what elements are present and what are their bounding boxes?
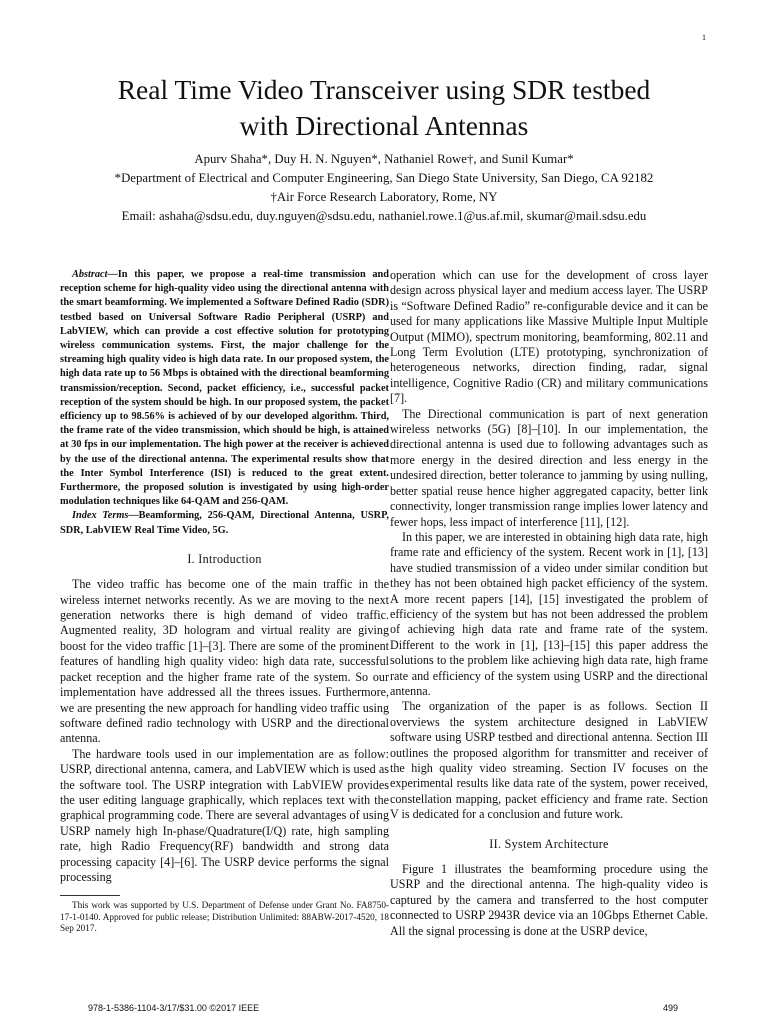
index-terms-text: —Beamforming, 256-QAM, Directional Antenna, USRP, SDR, LabVIEW Real Time Video, 5G. (60, 510, 389, 536)
footnote-divider (60, 895, 120, 896)
left-column (60, 268, 389, 934)
paragraph: The video traffic has become one of the main traffic in the wireless internet networks recently. As we are moving to the next generation networks there is high demand of video traffic. Augmented reality, 3D hologram and virtual reality are giving boost for the video traffic [1]–[3]. There are some of the prominent features of handling high quality video: high data rate, successful packet reception and the higher frame rate of the system. So our implementation have addressed all the threes issues. Furthermore, we are presenting the new approach for handling video traffic using software defined radio technology with USRP and the directional antenna. (60, 577, 389, 746)
affiliation-sdsu: *Department of Electrical and Computer Engineering, San Diego State University, San Diego, CA 92182 (114, 171, 654, 185)
index-terms (60, 509, 389, 537)
section-heading-system-architecture: II. System Architecture (489, 836, 609, 851)
title-line-2: with Directional Antennas (239, 110, 529, 141)
right-column (390, 268, 708, 939)
paragraph: Figure 1 illustrates the beamforming procedure using the USRP and the directional antenna. The high-quality video is captured by the camera and transferred to the host computer connected to USRP 2943R device via an 10Gbps Ethernet Cable. All the signal processing is done at the USRP device, (390, 862, 708, 938)
paragraph: The organization of the paper is as follows. Section II overviews the system architecture designed in LabVIEW software using USRP testbed and directional antenna. Section III outlines the proposed algorithm for transmitter and receiver of the high quality video streaming. Section IV focuses on the experimental results like data rate of the system, power received, constellation mapping, packet efficiency and frame rate. Section V is dedicated for a conclusion and future work. (390, 699, 708, 822)
affiliation-afrl: †Air Force Research Laboratory, Rome, NY (270, 190, 498, 204)
footer-page-number: 499 (663, 1003, 679, 1013)
section-heading-introduction: I. Introduction (187, 551, 262, 566)
paragraph: In this paper, we are interested in obtaining high data rate, high frame rate and efficiency of the system. Recent work in [1], [13] have studied transmission of a video under similar condition but they has not been obtained high packet efficiency of the system. A more recent papers [14], [15] investigated the problem of efficiency of the system but has not been addressed the problem of achieving high data rate and frame rate of the system. Different to the work in [1], [13]–[15] this paper address the solutions to the problem like achieving high data rate, high frame rate and efficiency of the system using USRP and the directional antenna. (390, 529, 708, 698)
author-block (40, 150, 728, 226)
abstract (60, 268, 389, 509)
footer-isbn: 978-1-5386-1104-3/17/$31.00 ©2017 IEEE (88, 1003, 260, 1013)
paragraph: operation which can use for the development of cross layer design across physical layer and medium access layer. The USRP is “Software Defined Radio” re-configurable device and it can be used for many applications like Massive Multiple Input Multiple Output (MIMO), spectrum monitoring, beamforming, 802.11 and Long Term Evolution (LTE) prototyping, synchronization of heterogeneous networks, direction finding, radar, signal intelligence, Cognitive Radio (CR) and military communications [7]. (390, 268, 708, 406)
abstract-text: —In this paper, we propose a real-time transmission and reception scheme for high-quality video using the directional antenna with the smart beamforming. We implemented a Software Defined Radio (SDR) testbed based on Universal Software Radio Peripheral (USRP) and LabVIEW, which can provide a cost effective solution for prototyping wireless communication systems. First, the major challenge for the streaming high quality video is high data rate. In our proposed system, the high data rate up to 56 Mbps is obtained with the directional beamforming transmission/reception. Second, packet efficiency, i.e., successful packet reception of the system should be high. In our proposed system, the packet efficiency up to 98.56% is achieved of by our developed algorithm. Third, the frame rate of the video transmission, which should be high, is attained at 30 fps in our implementation. The high power at the receiver is achieved by the use of the directional antenna. The experimental results show that the Inter Symbol Interference (ISI) is reduced to the great extent. Furthermore, the proposed solution is investigated by using high-order modulation techniques like 64-QAM and 256-QAM. (60, 269, 389, 508)
paragraph: The Directional communication is part of next generation wireless networks (5G) [8]–[10]. In our implementation, the directional antenna is used due to following advantages such as more energy in the desired direction and less energy in the undesired direction, better tolerance to jamming by using nulling, better spatial reuse hence higher aggregated capacity, better link connectivity, longer transmission range implies lower latency and fewer hops, less impact of interference [11], [12]. (390, 406, 708, 529)
page-number-top: 1 (702, 33, 706, 42)
footnote-funding: This work was supported by U.S. Department of Defense under Grant No. FA8750-17-1-0140. Approved for public release; Distribution Unlimited: 88ABW-2017-4520, 18 Sep 2017. (60, 900, 389, 933)
title-line-1: Real Time Video Transceiver using SDR testbed (117, 74, 651, 105)
paragraph: The hardware tools used in our implementation are as follow: USRP, directional antenna, camera, and LabVIEW which is used as the software tool. The USRP integration with LabVIEW provides the user editing language graphically, which replaces text with the graphical programming code. There are several advantages of using USRP namely high In-phase/Quadrature(I/Q) rate, high sampling rate, high Radio Frequency(RF) bandwidth and strong data processing capacity [4]–[6]. The USRP device performs the signal processing (60, 746, 389, 884)
abstract-label: Abstract (72, 269, 108, 280)
paper-title (40, 72, 728, 144)
author-emails: Email: ashaha@sdsu.edu, duy.nguyen@sdsu.edu, nathaniel.rowe.1@us.af.mil, skumar@mail.sdsu.edu (121, 209, 647, 223)
index-terms-label: Index Terms (72, 510, 129, 522)
author-names: Apurv Shaha*, Duy H. N. Nguyen*, Nathaniel Rowe†, and Sunil Kumar* (194, 152, 574, 166)
